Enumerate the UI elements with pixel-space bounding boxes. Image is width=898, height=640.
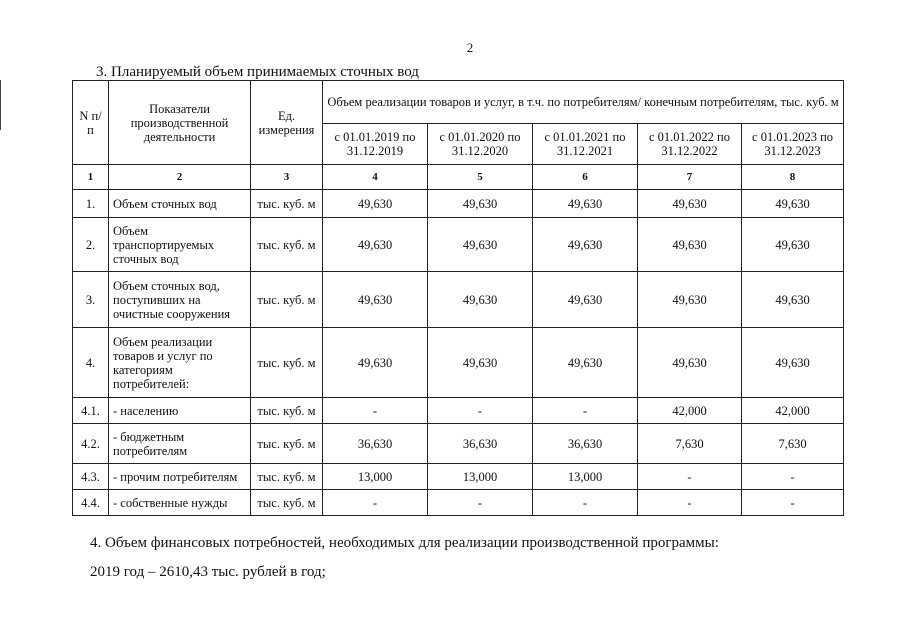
table-row — [73, 398, 844, 424]
section-4-line-2019: 2019 год – 2610,43 тыс. рублей в год; — [90, 564, 326, 580]
row-value: 49,630 — [428, 190, 533, 218]
period-2020: с 01.01.2020 по 31.12.2020 — [428, 124, 533, 165]
row-unit: тыс. куб. м — [251, 218, 323, 272]
period-2019: с 01.01.2019 по 31.12.2019 — [323, 124, 428, 165]
row-value: 49,630 — [742, 328, 844, 398]
table-row — [73, 272, 844, 328]
row-unit: тыс. куб. м — [251, 272, 323, 328]
row-indicator: Объем сточных вод, поступивших на очистные сооружения — [109, 272, 251, 328]
margin-rule — [0, 80, 1, 130]
row-indicator: - прочим потребителям — [109, 464, 251, 490]
row-value: 49,630 — [533, 190, 638, 218]
table-row — [73, 190, 844, 218]
row-value: 49,630 — [323, 272, 428, 328]
row-value: 49,630 — [428, 328, 533, 398]
row-number: 4.4. — [73, 490, 109, 516]
row-value: 49,630 — [638, 218, 742, 272]
row-value: 49,630 — [323, 218, 428, 272]
row-value: 36,630 — [428, 424, 533, 464]
row-indicator: Объем транспортируемых сточных вод — [109, 218, 251, 272]
row-value: 49,630 — [742, 272, 844, 328]
row-indicator: - собственные нужды — [109, 490, 251, 516]
row-value: - — [533, 398, 638, 424]
row-value: 49,630 — [428, 218, 533, 272]
row-value: 49,630 — [323, 328, 428, 398]
row-value: 7,630 — [638, 424, 742, 464]
row-value: 13,000 — [533, 464, 638, 490]
header-group: Объем реализации товаров и услуг, в т.ч. по потребителям/ конечным потребителям, тыс. куб. м — [323, 81, 844, 124]
section-3-title: 3. Планируемый объем принимаемых сточных вод — [96, 64, 419, 80]
table-row — [73, 424, 844, 464]
row-unit: тыс. куб. м — [251, 424, 323, 464]
col-number: 7 — [638, 165, 742, 190]
table-row — [73, 464, 844, 490]
row-value: 49,630 — [533, 328, 638, 398]
row-number: 2. — [73, 218, 109, 272]
row-value: 13,000 — [428, 464, 533, 490]
table-row — [73, 490, 844, 516]
row-value: 36,630 — [533, 424, 638, 464]
row-value: - — [638, 464, 742, 490]
row-unit: тыс. куб. м — [251, 328, 323, 398]
row-unit: тыс. куб. м — [251, 464, 323, 490]
row-indicator: Объем реализации товаров и услуг по категориям потребителей: — [109, 328, 251, 398]
col-number: 5 — [428, 165, 533, 190]
row-value: 49,630 — [742, 190, 844, 218]
header-unit: Ед. измерения — [251, 81, 323, 165]
row-indicator: - бюджетным потребителям — [109, 424, 251, 464]
row-number: 4.1. — [73, 398, 109, 424]
row-value: 42,000 — [742, 398, 844, 424]
row-indicator: Объем сточных вод — [109, 190, 251, 218]
section-4-title: 4. Объем финансовых потребностей, необходимых для реализации производственной программы: — [90, 535, 719, 551]
page-number: 2 — [466, 40, 474, 55]
row-value: 36,630 — [323, 424, 428, 464]
period-2021: с 01.01.2021 по 31.12.2021 — [533, 124, 638, 165]
row-value: 49,630 — [533, 218, 638, 272]
row-number: 4. — [73, 328, 109, 398]
row-indicator: - населению — [109, 398, 251, 424]
row-number: 4.2. — [73, 424, 109, 464]
row-value: 49,630 — [742, 218, 844, 272]
row-number: 4.3. — [73, 464, 109, 490]
wastewater-volume-table — [72, 80, 844, 516]
row-value: 49,630 — [638, 272, 742, 328]
table-row — [73, 218, 844, 272]
row-value: 49,630 — [638, 328, 742, 398]
col-number: 3 — [251, 165, 323, 190]
period-2023: с 01.01.2023 по 31.12.2023 — [742, 124, 844, 165]
row-value: 49,630 — [428, 272, 533, 328]
row-value: - — [742, 490, 844, 516]
row-value: - — [533, 490, 638, 516]
row-value: 13,000 — [323, 464, 428, 490]
period-2022: с 01.01.2022 по 31.12.2022 — [638, 124, 742, 165]
row-number: 1. — [73, 190, 109, 218]
row-value: - — [428, 398, 533, 424]
row-value: 49,630 — [323, 190, 428, 218]
row-unit: тыс. куб. м — [251, 398, 323, 424]
col-number: 6 — [533, 165, 638, 190]
row-value: 49,630 — [638, 190, 742, 218]
row-value: - — [638, 490, 742, 516]
row-value: 42,000 — [638, 398, 742, 424]
column-number-row — [73, 165, 844, 190]
row-value: 49,630 — [533, 272, 638, 328]
row-value: - — [323, 398, 428, 424]
col-number: 8 — [742, 165, 844, 190]
row-value: - — [428, 490, 533, 516]
row-value: 7,630 — [742, 424, 844, 464]
row-number: 3. — [73, 272, 109, 328]
col-number: 4 — [323, 165, 428, 190]
col-number: 1 — [73, 165, 109, 190]
col-number: 2 — [109, 165, 251, 190]
row-value: - — [742, 464, 844, 490]
header-row — [73, 81, 844, 124]
table-row — [73, 328, 844, 398]
row-unit: тыс. куб. м — [251, 490, 323, 516]
header-indicator: Показатели производственной деятельности — [109, 81, 251, 165]
row-value: - — [323, 490, 428, 516]
header-num: N п/п — [73, 81, 109, 165]
row-unit: тыс. куб. м — [251, 190, 323, 218]
